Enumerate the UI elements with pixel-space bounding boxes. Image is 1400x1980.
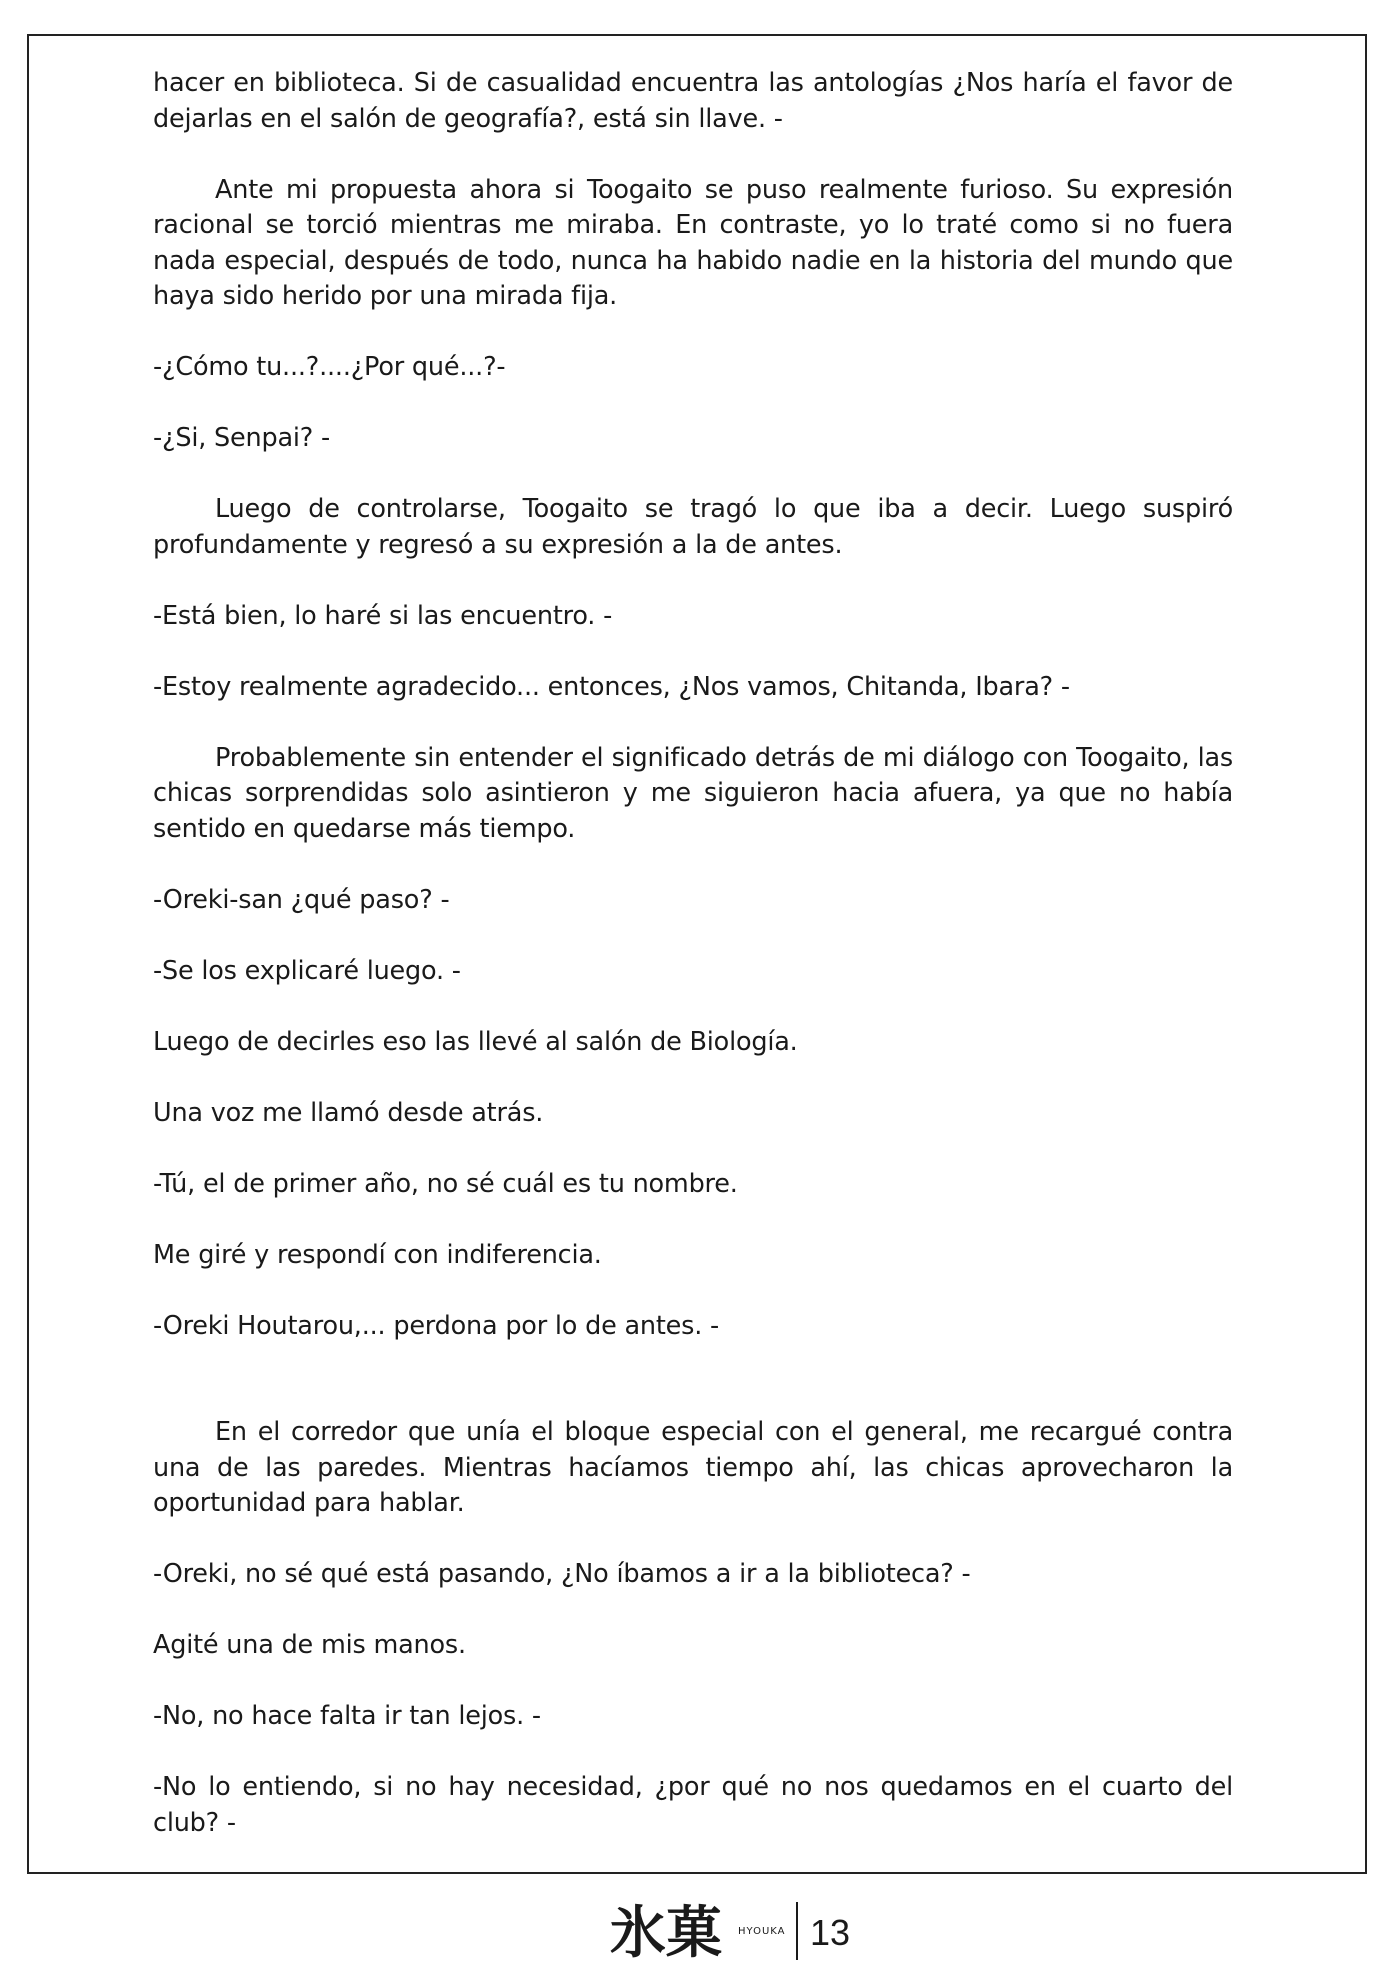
body-text (153, 66, 1233, 1877)
paragraph: Probablemente sin entender el significado detrás de mi diálogo con Toogaito, las chicas sorprendidas solo asintieron y me siguieron hacia afuera, ya que no había sentido en quedarse más tiempo. (153, 742, 1233, 844)
dialogue-line: -Está bien, lo haré si las encuentro. - (153, 600, 613, 631)
paragraph: Luego de controlarse, Toogaito se tragó lo que iba a decir. Luego suspiró profundamente y regresó a su expresión a la de antes. (153, 494, 1233, 560)
paragraph: Me giré y respondí con indiferencia. (153, 1239, 602, 1270)
dialogue-line: -¿Si, Senpai? - (153, 423, 330, 453)
hyouka-logo (596, 1900, 736, 1964)
dialogue-line: -Estoy realmente agradecido... entonces, ¿Nos vamos, Chitanda, Ibara? - (153, 671, 1070, 702)
paragraph: hacer en biblioteca. Si de casualidad encuentra las antologías ¿Nos haría el favor de dejarlas en el salón de geografía?, está sin llave. - (153, 68, 1233, 134)
page-footer (0, 1900, 1400, 1964)
dialogue-line: -Oreki Houtarou,... perdona por lo de antes. - (153, 1310, 720, 1341)
dialogue-line: -Tú, el de primer año, no sé cuál es tu nombre. (153, 1168, 738, 1199)
hyouka-logo-text: 氷菓 (610, 1900, 722, 1964)
dialogue-line: -¿Cómo tu...?....¿Por qué...?- (153, 352, 506, 382)
paragraph: Agité una de mis manos. (153, 1630, 466, 1660)
dialogue-line: -Oreki-san ¿qué paso? - (153, 884, 450, 915)
footer-divider (796, 1902, 798, 1960)
dialogue-line: -Oreki, no sé qué está pasando, ¿No íbamos a ir a la biblioteca? - (153, 1559, 971, 1589)
dialogue-line: -No, no hace falta ir tan lejos. - (153, 1701, 541, 1731)
dialogue-line: -No lo entiendo, si no hay necesidad, ¿por qué no nos quedamos en el cuarto del club? - (153, 1772, 1233, 1838)
paragraph: En el corredor que unía el bloque especial con el general, me recargué contra una de las paredes. Mientras hacíamos tiempo ahí, las chicas aprovecharon la oportunidad para hablar. (153, 1417, 1233, 1518)
paragraph: Luego de decirles eso las llevé al salón de Biología. (153, 1026, 798, 1057)
paragraph: Ante mi propuesta ahora si Toogaito se puso realmente furioso. Su expresión racional se torció mientras me miraba. En contraste, yo lo traté como si no fuera nada especial, después de todo, nunca ha habido nadie en la historia del mundo que haya sido herido por una mirada fija. (153, 174, 1233, 311)
dialogue-line: -Se los explicaré luego. - (153, 955, 461, 986)
paragraph: Una voz me llamó desde atrás. (153, 1097, 544, 1128)
hyouka-logo-subtitle: HYOUKA (738, 1926, 786, 1937)
page-number: 13 (810, 1912, 851, 1953)
